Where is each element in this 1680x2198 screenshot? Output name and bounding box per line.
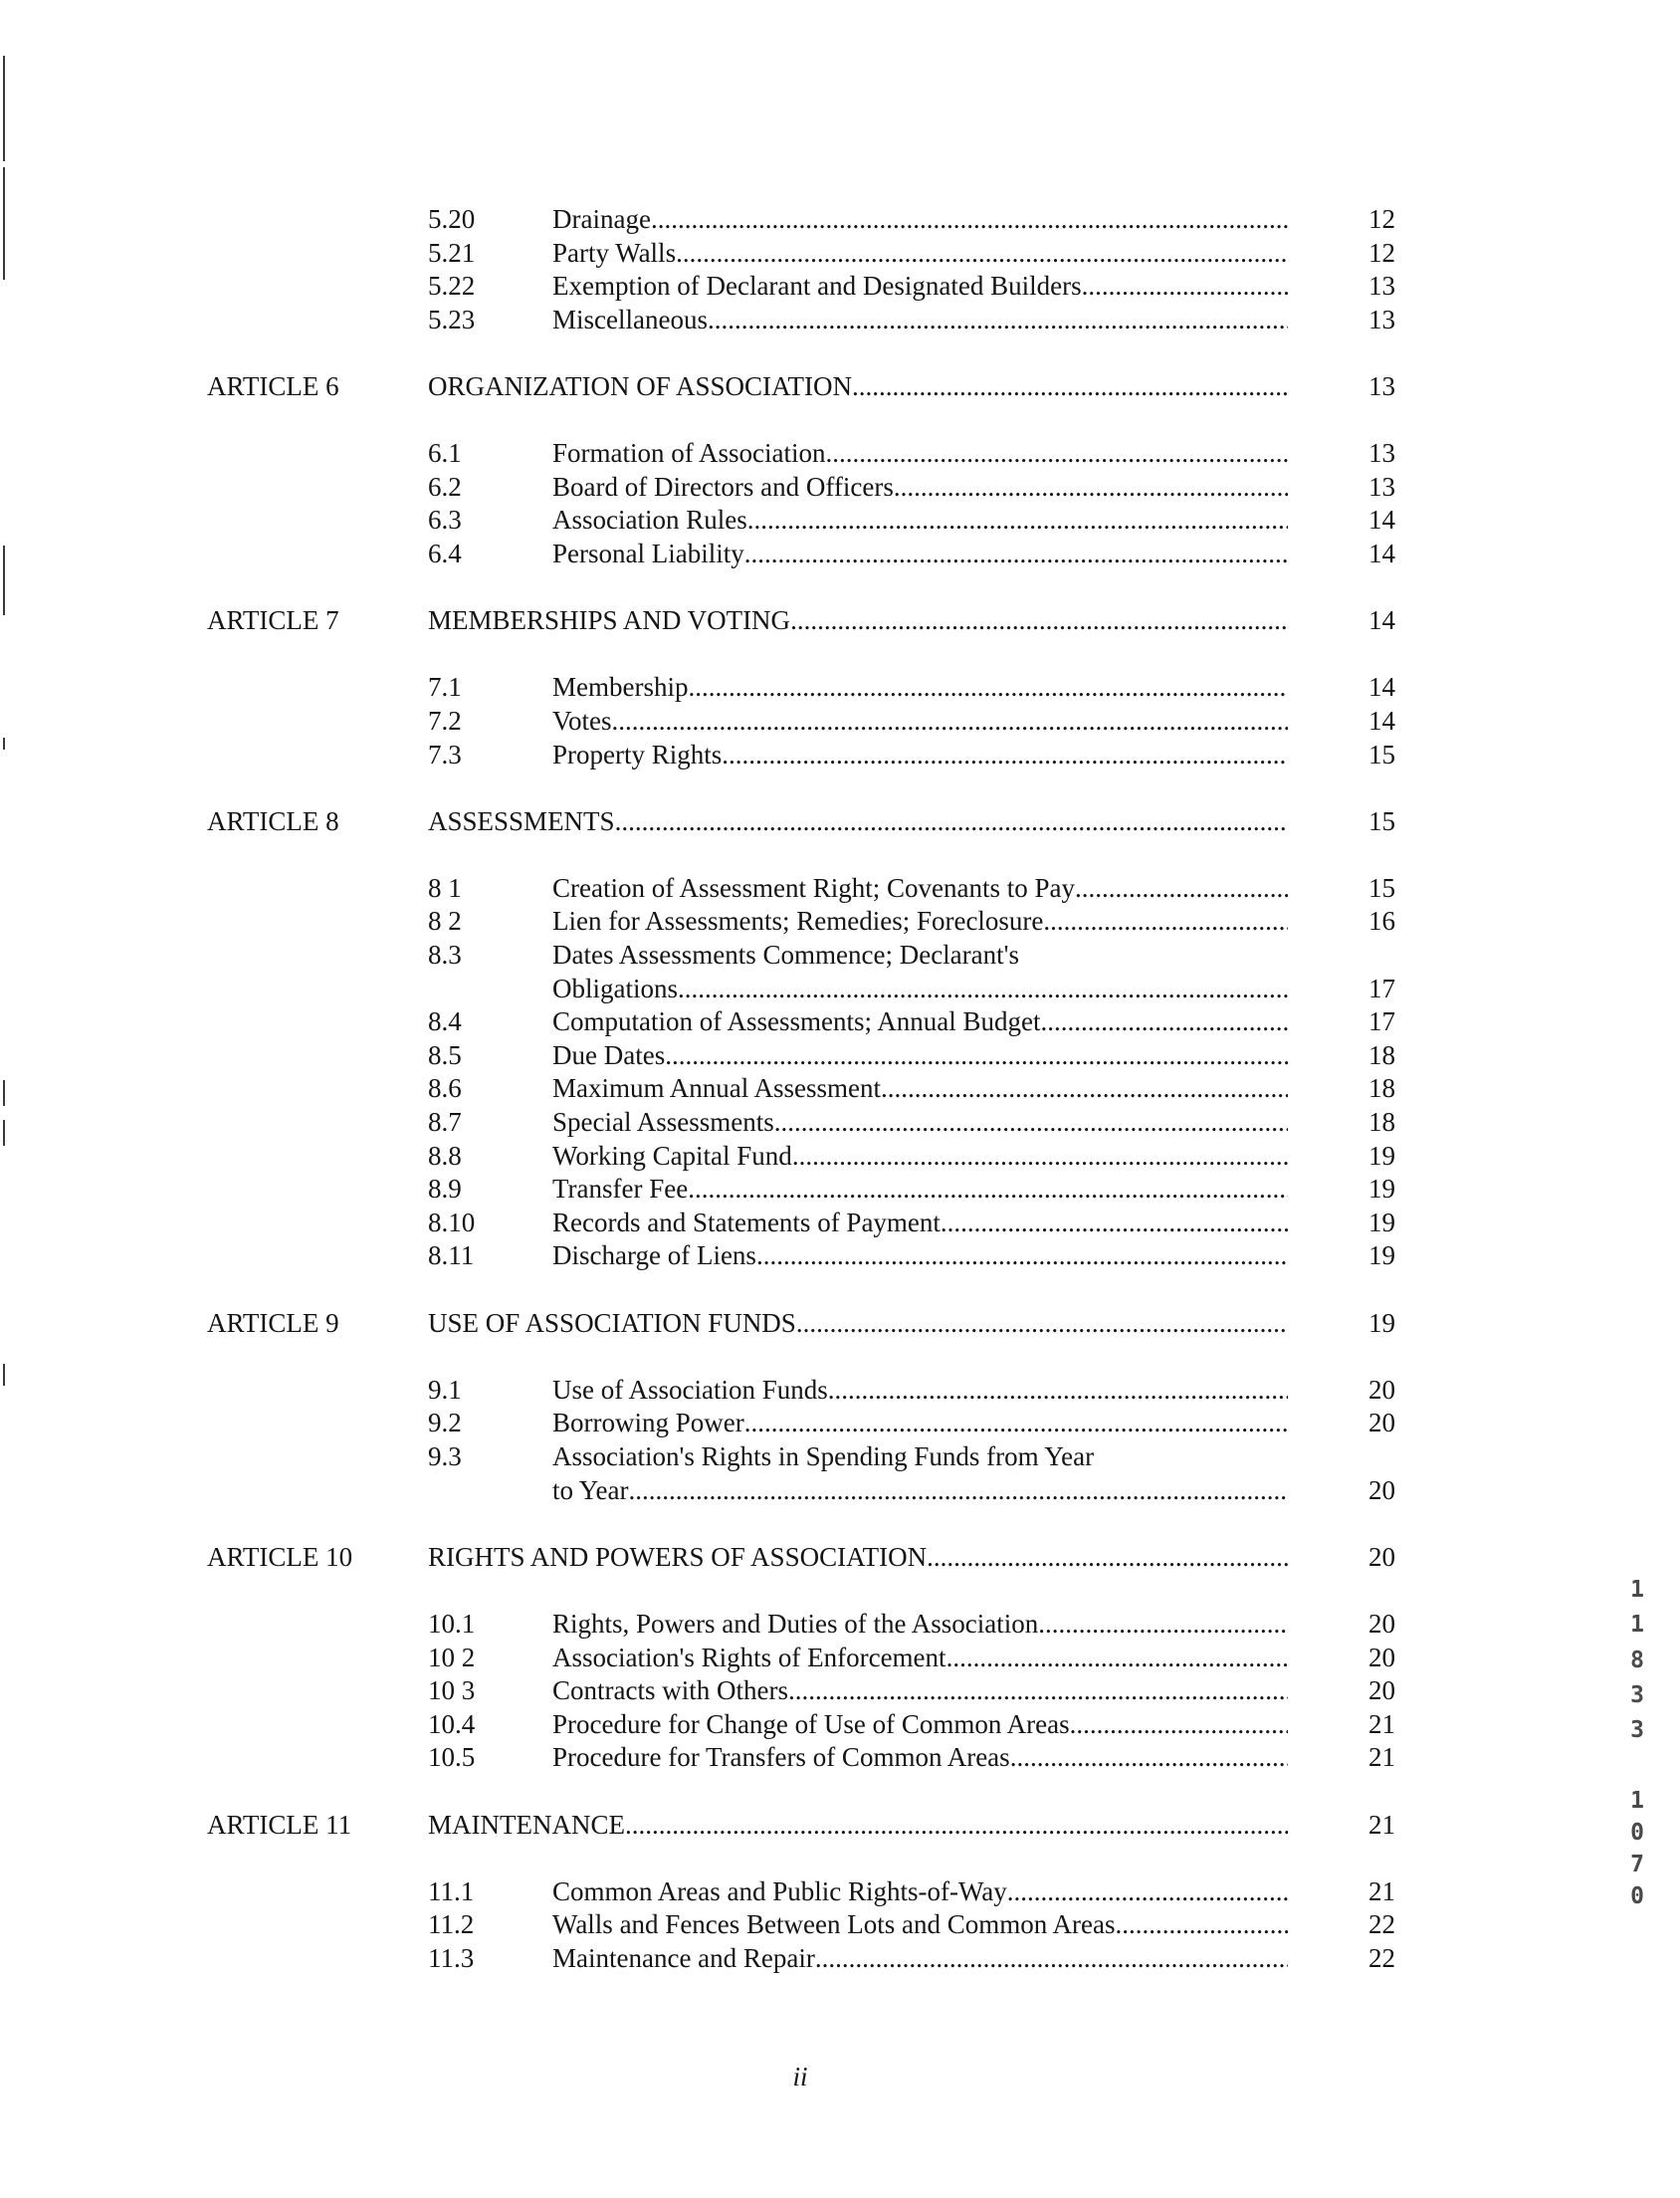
- page-number: 14: [1368, 705, 1395, 736]
- section-title: Records and Statements of Payment: [552, 1207, 941, 1237]
- section-title: Drainage: [552, 204, 651, 234]
- dot-leader: [722, 739, 1288, 772]
- section-title-cell: [552, 1642, 1288, 1675]
- section-number: 8.7: [428, 1107, 462, 1138]
- article-title-cell: [428, 1307, 1288, 1341]
- section-entry: [0, 1072, 1395, 1106]
- dot-leader: [815, 1942, 1288, 1976]
- dot-leader: [1038, 1608, 1288, 1642]
- article-title: RIGHTS AND POWERS OF ASSOCIATION: [428, 1541, 928, 1572]
- section-title-cell: [552, 1474, 1288, 1508]
- page-number: 13: [1368, 271, 1395, 302]
- section-entry: [0, 1039, 1395, 1073]
- section-entry: [0, 1875, 1395, 1909]
- blank-line: [0, 771, 1395, 805]
- section-title-cell: [552, 1407, 1288, 1440]
- dot-leader: [625, 1809, 1288, 1843]
- section-entry: [0, 1239, 1395, 1273]
- section-number: 8.9: [428, 1174, 462, 1205]
- page-number: 22: [1368, 1942, 1395, 1973]
- section-title: Board of Directors and Officers: [552, 471, 894, 502]
- section-number: 8 1: [428, 872, 462, 903]
- section-title: Walls and Fences Between Lots and Common Areas: [552, 1909, 1116, 1940]
- stamp-digit: 0: [1630, 1883, 1644, 1909]
- section-entry: [0, 1608, 1395, 1642]
- section-title-cell: [552, 1005, 1288, 1039]
- dot-leader: [828, 1374, 1288, 1408]
- section-title: Exemption of Declarant and Designated Builders: [552, 271, 1082, 302]
- section-title-cell: [552, 1440, 1395, 1474]
- dot-leader: [1075, 872, 1288, 906]
- section-title-cell: [552, 437, 1288, 471]
- section-number: 5.20: [428, 204, 476, 234]
- dot-leader: [747, 504, 1288, 538]
- section-entry: [0, 1140, 1395, 1174]
- section-title: Special Assessments: [552, 1107, 774, 1138]
- section-number: 10 3: [428, 1675, 476, 1706]
- section-entry: [0, 538, 1395, 571]
- section-entry: [0, 739, 1395, 772]
- section-title-cell: [552, 237, 1288, 271]
- blank-line: [0, 1340, 1395, 1374]
- section-title-continuation: Obligations: [552, 973, 678, 1003]
- article-heading: [0, 370, 1395, 404]
- section-number: 8.6: [428, 1073, 462, 1104]
- section-title: Personal Liability: [552, 538, 744, 568]
- article-heading: [0, 1541, 1395, 1575]
- page-number: 12: [1368, 237, 1395, 268]
- dot-leader: [708, 304, 1288, 337]
- dot-leader: [651, 203, 1288, 237]
- section-title: Votes: [552, 705, 612, 736]
- stamp-digit: 8: [1630, 1647, 1644, 1673]
- article-label: ARTICLE 6: [207, 370, 339, 401]
- article-label: ARTICLE 8: [207, 805, 339, 836]
- section-entry-continuation: [0, 973, 1395, 1006]
- stamp-digit: 1: [1630, 1577, 1644, 1603]
- article-title-cell: [428, 604, 1288, 638]
- dot-leader: [1082, 270, 1288, 304]
- section-entry: [0, 1942, 1395, 1976]
- article-heading: [0, 1307, 1395, 1341]
- article-heading: [0, 604, 1395, 638]
- article-title-cell: [428, 1809, 1288, 1843]
- dot-leader: [615, 805, 1288, 839]
- section-title: Dates Assessments Commence; Declarant's: [552, 940, 1020, 971]
- section-entry: [0, 1440, 1395, 1474]
- page-number: 21: [1368, 1875, 1395, 1906]
- page-number: 13: [1368, 304, 1395, 334]
- page-number: 21: [1368, 1809, 1395, 1840]
- section-title-cell: [552, 1708, 1288, 1742]
- page-number: 15: [1368, 805, 1395, 836]
- section-title-cell: [552, 973, 1288, 1006]
- section-title-cell: [552, 304, 1288, 337]
- dot-leader: [1070, 1708, 1288, 1742]
- article-title: ORGANIZATION OF ASSOCIATION: [428, 370, 853, 401]
- section-title-cell: [552, 1207, 1288, 1240]
- section-number: 11.3: [428, 1942, 475, 1973]
- section-title-cell: [552, 705, 1288, 739]
- section-number: 9.1: [428, 1374, 462, 1405]
- section-title-cell: [552, 1106, 1288, 1140]
- article-title: ASSESSMENTS: [428, 805, 615, 836]
- section-number: 10 2: [428, 1642, 476, 1672]
- section-entry: [0, 1642, 1395, 1675]
- section-entry: [0, 471, 1395, 505]
- section-title-cell: [552, 671, 1288, 705]
- section-entry: [0, 504, 1395, 538]
- article-label: ARTICLE 10: [207, 1541, 353, 1572]
- section-title: Creation of Assessment Right; Covenants to Pay: [552, 872, 1075, 903]
- stamp-digit: 3: [1630, 1717, 1644, 1744]
- article-label: ARTICLE 7: [207, 605, 339, 636]
- section-entry: [0, 671, 1395, 705]
- section-title: Transfer Fee: [552, 1174, 689, 1205]
- page-number: 16: [1368, 906, 1395, 937]
- blank-line: [0, 571, 1395, 605]
- section-number: 8.8: [428, 1140, 462, 1171]
- page-number: 20: [1368, 1374, 1395, 1405]
- section-number: 8.10: [428, 1207, 476, 1237]
- section-entry: [0, 905, 1395, 939]
- section-entry: [0, 1708, 1395, 1742]
- section-number: 7.3: [428, 739, 462, 769]
- section-title: Maximum Annual Assessment: [552, 1073, 881, 1104]
- page-number: 19: [1368, 1174, 1395, 1205]
- stamp-digit: 7: [1630, 1852, 1644, 1877]
- section-number: 11.2: [428, 1909, 475, 1940]
- blank-line: [0, 638, 1395, 672]
- stamp-digit: 1: [1630, 1612, 1644, 1639]
- dot-leader: [1041, 1005, 1289, 1039]
- section-number: 10.5: [428, 1742, 476, 1773]
- section-title-cell: [552, 1608, 1288, 1642]
- section-title-cell: [552, 1173, 1288, 1207]
- section-entry: [0, 1106, 1395, 1140]
- scan-mark: [3, 56, 5, 161]
- blank-line: [0, 1507, 1395, 1541]
- page-number: 19: [1368, 1240, 1395, 1271]
- table-of-contents: [0, 203, 1395, 1975]
- section-title: Borrowing Power: [552, 1408, 744, 1438]
- section-title-cell: [552, 1072, 1288, 1106]
- blank-line: [0, 838, 1395, 872]
- section-title-cell: [552, 1039, 1288, 1073]
- document-number-stamp-upper: [1626, 1573, 1648, 1748]
- section-title-cell: [552, 471, 1288, 505]
- dot-leader: [946, 1642, 1288, 1675]
- section-entry: [0, 1173, 1395, 1207]
- section-title: Computation of Assessments; Annual Budget: [552, 1006, 1041, 1037]
- page-number: 20: [1368, 1474, 1395, 1505]
- section-title-cell: [552, 1875, 1288, 1909]
- stamp-digit: 0: [1630, 1820, 1644, 1846]
- dot-leader: [744, 538, 1288, 571]
- dot-leader: [788, 1674, 1288, 1708]
- dot-leader: [678, 973, 1288, 1006]
- dot-leader: [792, 1140, 1288, 1174]
- section-title-cell: [552, 1942, 1288, 1976]
- dot-leader: [894, 471, 1288, 505]
- article-heading: [0, 1809, 1395, 1843]
- section-entry: [0, 1005, 1395, 1039]
- document-number-stamp-lower: [1626, 1785, 1648, 1912]
- section-entry: [0, 1207, 1395, 1240]
- article-title-cell: [428, 805, 1288, 839]
- dot-leader: [796, 1307, 1288, 1341]
- dot-leader: [881, 1072, 1288, 1106]
- blank-line: [0, 404, 1395, 438]
- dot-leader: [1115, 1908, 1288, 1942]
- section-title: Contracts with Others: [552, 1675, 788, 1706]
- section-entry: [0, 1741, 1395, 1775]
- blank-line: [0, 1842, 1395, 1875]
- page-number: 19: [1368, 1207, 1395, 1237]
- section-entry: [0, 872, 1395, 906]
- section-title-cell: [552, 1674, 1288, 1708]
- dot-leader: [832, 437, 1288, 471]
- article-title: MAINTENANCE: [428, 1809, 625, 1840]
- dot-leader: [676, 237, 1288, 271]
- section-title: Use of Association Funds: [552, 1374, 828, 1405]
- section-number: 5.22: [428, 271, 476, 302]
- section-title: Miscellaneous: [552, 304, 708, 334]
- dot-leader: [688, 671, 1288, 705]
- section-title-continuation: to Year: [552, 1474, 629, 1505]
- page-number: 20: [1368, 1675, 1395, 1706]
- page-number: 20: [1368, 1642, 1395, 1672]
- page-number: 18: [1368, 1107, 1395, 1138]
- section-entry-continuation: [0, 1474, 1395, 1508]
- section-title: Procedure for Change of Use of Common Areas: [552, 1708, 1070, 1739]
- stamp-digit: 1: [1630, 1788, 1644, 1814]
- stamp-digit: 3: [1630, 1681, 1644, 1708]
- section-entry: [0, 1374, 1395, 1408]
- section-number: 8 2: [428, 906, 462, 937]
- section-title: Maintenance and Repair: [552, 1942, 815, 1973]
- section-title: Lien for Assessments; Remedies; Foreclosure: [552, 906, 1044, 937]
- section-title: Formation of Association.: [552, 438, 833, 469]
- section-entry: [0, 437, 1395, 471]
- section-number: 9.2: [428, 1408, 462, 1438]
- section-number: 5.21: [428, 237, 476, 268]
- section-number: 6.1: [428, 438, 462, 469]
- section-title-cell: [552, 1239, 1288, 1273]
- section-entry: [0, 1674, 1395, 1708]
- section-number: 5.23: [428, 304, 476, 334]
- page-number: 21: [1368, 1742, 1395, 1773]
- section-title: Discharge of Liens: [552, 1240, 756, 1271]
- article-title: USE OF ASSOCIATION FUNDS: [428, 1307, 796, 1338]
- page-number: 19: [1368, 1140, 1395, 1171]
- page-number: 15: [1368, 739, 1395, 769]
- dot-leader: [688, 1173, 1288, 1207]
- dot-leader: [941, 1207, 1288, 1240]
- section-title-cell: [552, 1374, 1288, 1408]
- section-entry: [0, 1908, 1395, 1942]
- section-title-cell: [552, 504, 1288, 538]
- page-number: 13: [1368, 471, 1395, 502]
- section-entry: [0, 705, 1395, 739]
- page-number: 12: [1368, 204, 1395, 234]
- section-number: 8.3: [428, 940, 462, 971]
- section-title: Due Dates: [552, 1039, 666, 1070]
- page-number: 14: [1368, 505, 1395, 536]
- section-title: Property Rights: [552, 739, 723, 769]
- blank-line: [0, 1775, 1395, 1809]
- section-title-cell: [552, 203, 1288, 237]
- section-title: Association's Rights of Enforcement: [552, 1642, 946, 1672]
- page-number: 22: [1368, 1909, 1395, 1940]
- dot-leader: [612, 705, 1288, 739]
- section-title-cell: [552, 1140, 1288, 1174]
- section-title-cell: [552, 939, 1395, 973]
- section-title-cell: [552, 270, 1288, 304]
- section-entry: [0, 203, 1395, 237]
- page-number: 17: [1368, 1006, 1395, 1037]
- dot-leader: [744, 1407, 1288, 1440]
- section-title: Membership: [552, 672, 689, 703]
- section-number: 8.5: [428, 1039, 462, 1070]
- page-number: 20: [1368, 1541, 1395, 1572]
- section-title: Working Capital Fund: [552, 1140, 792, 1171]
- dot-leader: [756, 1239, 1288, 1273]
- section-number: 8.4: [428, 1006, 462, 1037]
- section-title: Common Areas and Public Rights-of-Way: [552, 1875, 1007, 1906]
- page-number: 20: [1368, 1608, 1395, 1639]
- article-title: MEMBERSHIPS AND VOTING: [428, 605, 791, 636]
- page-number: 13: [1368, 438, 1395, 469]
- section-title-cell: [552, 1908, 1288, 1942]
- section-entry: [0, 270, 1395, 304]
- section-title: Rights, Powers and Duties of the Association: [552, 1608, 1039, 1639]
- section-title-cell: [552, 872, 1288, 906]
- section-title: Procedure for Transfers of Common Areas: [552, 1742, 1010, 1773]
- section-entry: [0, 304, 1395, 337]
- page-number: 19: [1368, 1307, 1395, 1338]
- dot-leader: [852, 370, 1288, 404]
- blank-line: [0, 336, 1395, 370]
- page-number: 20: [1368, 1408, 1395, 1438]
- section-entry: [0, 1407, 1395, 1440]
- section-number: 6.3: [428, 505, 462, 536]
- article-label: ARTICLE 9: [207, 1307, 339, 1338]
- blank-line: [0, 1574, 1395, 1608]
- section-number: 11.1: [428, 1875, 475, 1906]
- blank-line: [0, 1273, 1395, 1307]
- dot-leader: [1043, 905, 1288, 939]
- section-number: 6.2: [428, 471, 462, 502]
- page-number: 18: [1368, 1039, 1395, 1070]
- section-number: 7.2: [428, 705, 462, 736]
- section-title-cell: [552, 1741, 1288, 1775]
- dot-leader: [629, 1474, 1288, 1508]
- article-label: ARTICLE 11: [207, 1809, 352, 1840]
- dot-leader: [774, 1106, 1288, 1140]
- section-title-cell: [552, 538, 1288, 571]
- section-number: 8.11: [428, 1240, 475, 1271]
- article-heading: [0, 805, 1395, 839]
- dot-leader: [927, 1541, 1288, 1575]
- page-number: 15: [1368, 872, 1395, 903]
- section-number: 7.1: [428, 672, 462, 703]
- article-title-cell: [428, 370, 1288, 404]
- page-number: 14: [1368, 672, 1395, 703]
- page-number: 14: [1368, 605, 1395, 636]
- section-number: 6.4: [428, 538, 462, 568]
- section-number: 10.1: [428, 1608, 476, 1639]
- dot-leader: [1007, 1875, 1288, 1909]
- page-number: 21: [1368, 1708, 1395, 1739]
- section-number: 9.3: [428, 1440, 462, 1471]
- page-number-label: ii: [792, 2062, 808, 2091]
- dot-leader: [1010, 1741, 1288, 1775]
- section-title-cell: [552, 905, 1288, 939]
- section-title-cell: [552, 739, 1288, 772]
- page-number: 17: [1368, 973, 1395, 1003]
- section-number: 10.4: [428, 1708, 476, 1739]
- section-title: Association Rules: [552, 505, 747, 536]
- page-number: 13: [1368, 370, 1395, 401]
- page-number: 18: [1368, 1073, 1395, 1104]
- dot-leader: [790, 604, 1288, 638]
- dot-leader: [665, 1039, 1288, 1073]
- section-entry: [0, 237, 1395, 271]
- article-title-cell: [428, 1541, 1288, 1575]
- section-title: Party Walls: [552, 237, 677, 268]
- section-title: Association's Rights in Spending Funds from Year: [552, 1440, 1095, 1471]
- section-entry: [0, 939, 1395, 973]
- page-number: 14: [1368, 538, 1395, 568]
